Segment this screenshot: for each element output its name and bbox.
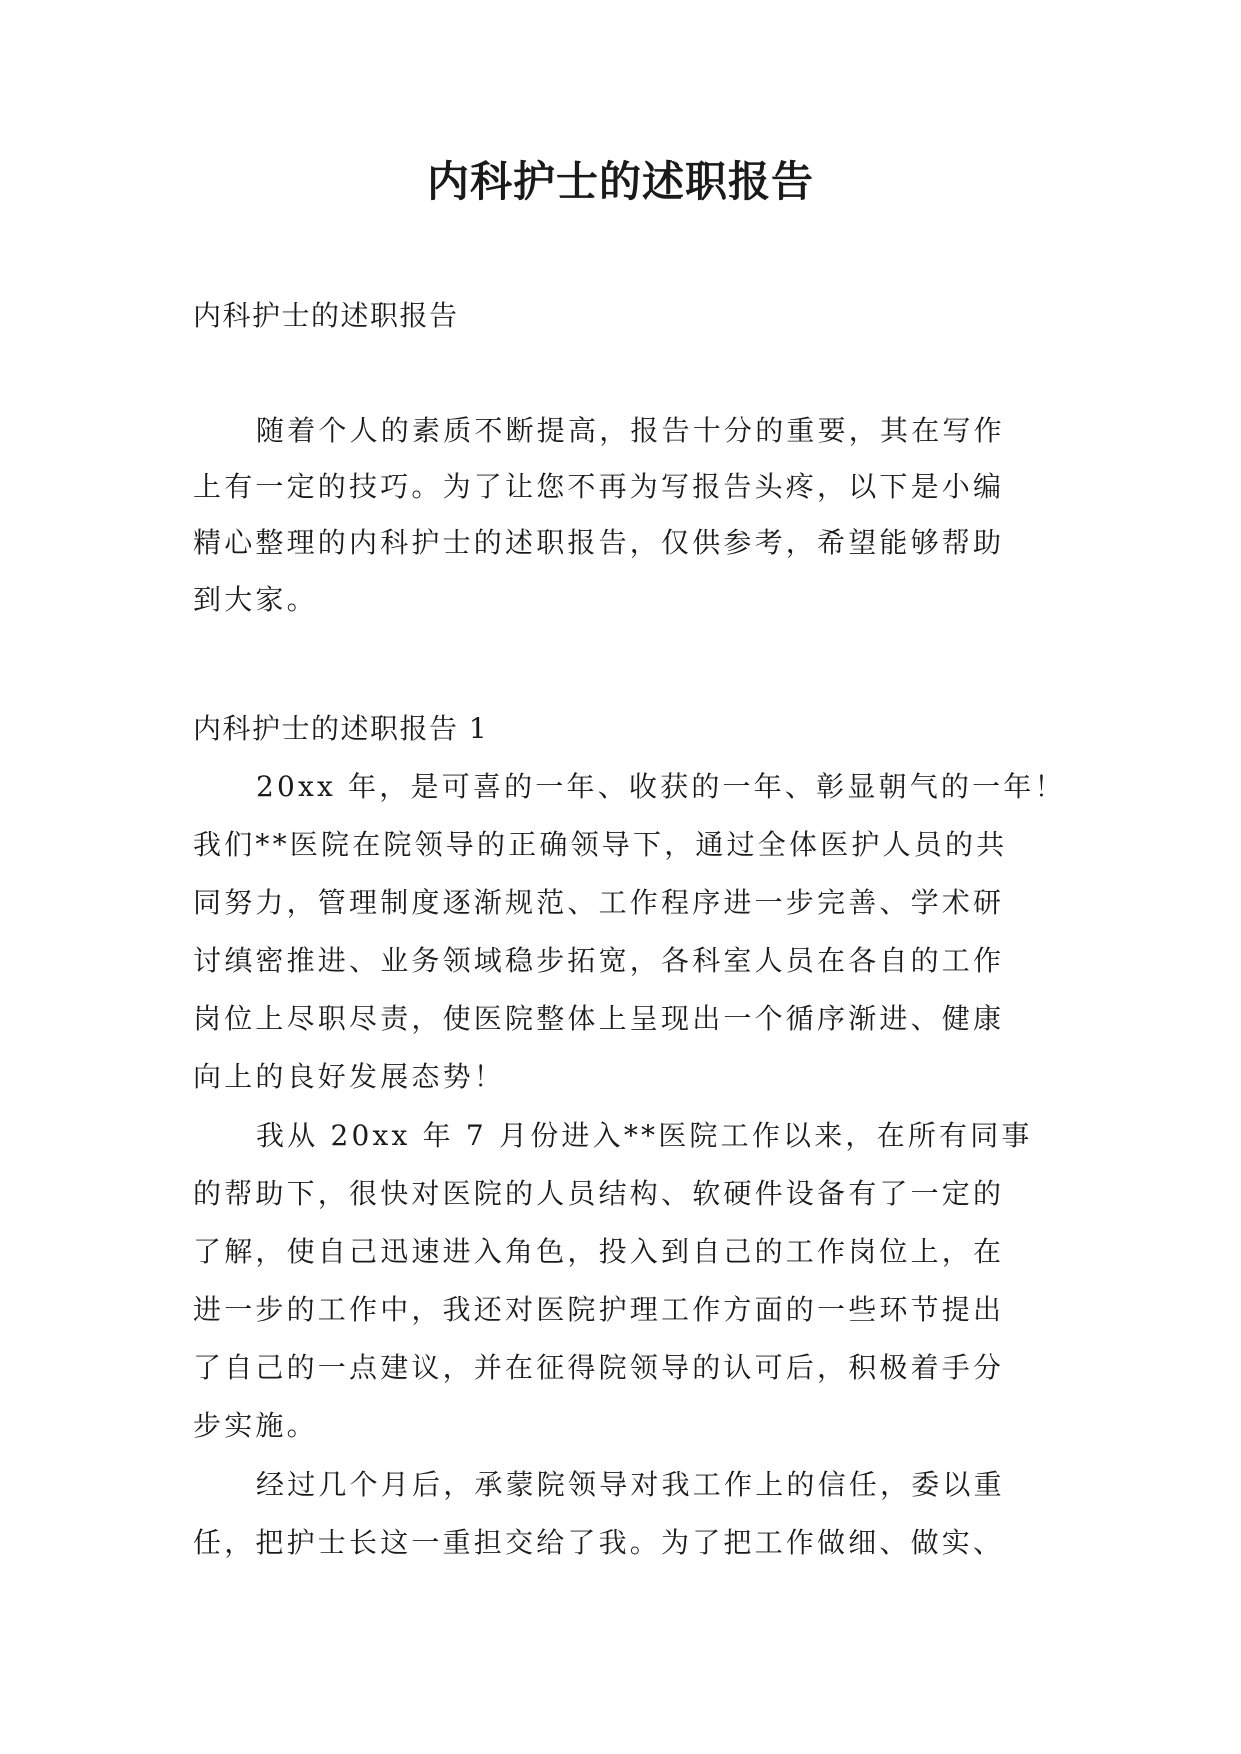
intro-line: 上有一定的技巧。为了让您不再为写报告头疼，以下是小编 bbox=[193, 470, 1005, 503]
paragraph-line: 同努力，管理制度逐渐规范、工作程序进一步完善、学术研 bbox=[193, 886, 1005, 919]
paragraph-line: 岗位上尽职尽责，使医院整体上呈现出一个循序渐进、健康 bbox=[193, 1002, 1005, 1035]
intro-line: 到大家。 bbox=[193, 583, 318, 616]
paragraph-line: 我从 20xx 年 7 月份进入**医院工作以来，在所有同事 bbox=[256, 1119, 1033, 1152]
paragraph-line: 了解，使自己迅速进入角色，投入到自己的工作岗位上，在 bbox=[193, 1235, 1005, 1268]
paragraph-line: 我们**医院在院领导的正确领导下，通过全体医护人员的共 bbox=[193, 828, 1008, 861]
paragraph-line: 任，把护士长这一重担交给了我。为了把工作做细、做实、 bbox=[193, 1526, 1005, 1559]
paragraph-line: 了自己的一点建议，并在征得院领导的认可后，积极着手分 bbox=[193, 1351, 1005, 1384]
document-title: 内科护士的述职报告 bbox=[426, 157, 814, 206]
paragraph-line: 经过几个月后，承蒙院领导对我工作上的信任，委以重 bbox=[256, 1468, 1005, 1501]
paragraph-line: 向上的良好发展态势！ bbox=[193, 1060, 506, 1093]
section-heading: 内科护士的述职报告 1 bbox=[193, 712, 489, 745]
intro-line: 随着个人的素质不断提高，报告十分的重要，其在写作 bbox=[256, 414, 1005, 447]
paragraph-line: 进一步的工作中，我还对医院护理工作方面的一些环节提出 bbox=[193, 1293, 1005, 1326]
paragraph-line: 讨缜密推进、业务领域稳步拓宽，各科室人员在各自的工作 bbox=[193, 944, 1005, 977]
paragraph-line: 20xx 年，是可喜的一年、收获的一年、彰显朝气的一年！ bbox=[256, 770, 1066, 803]
intro-line: 精心整理的内科护士的述职报告，仅供参考，希望能够帮助 bbox=[193, 526, 1005, 559]
paragraph-line: 的帮助下，很快对医院的人员结构、软硬件设备有了一定的 bbox=[193, 1177, 1005, 1210]
paragraph-line: 步实施。 bbox=[193, 1409, 318, 1442]
document-subtitle: 内科护士的述职报告 bbox=[193, 299, 459, 332]
